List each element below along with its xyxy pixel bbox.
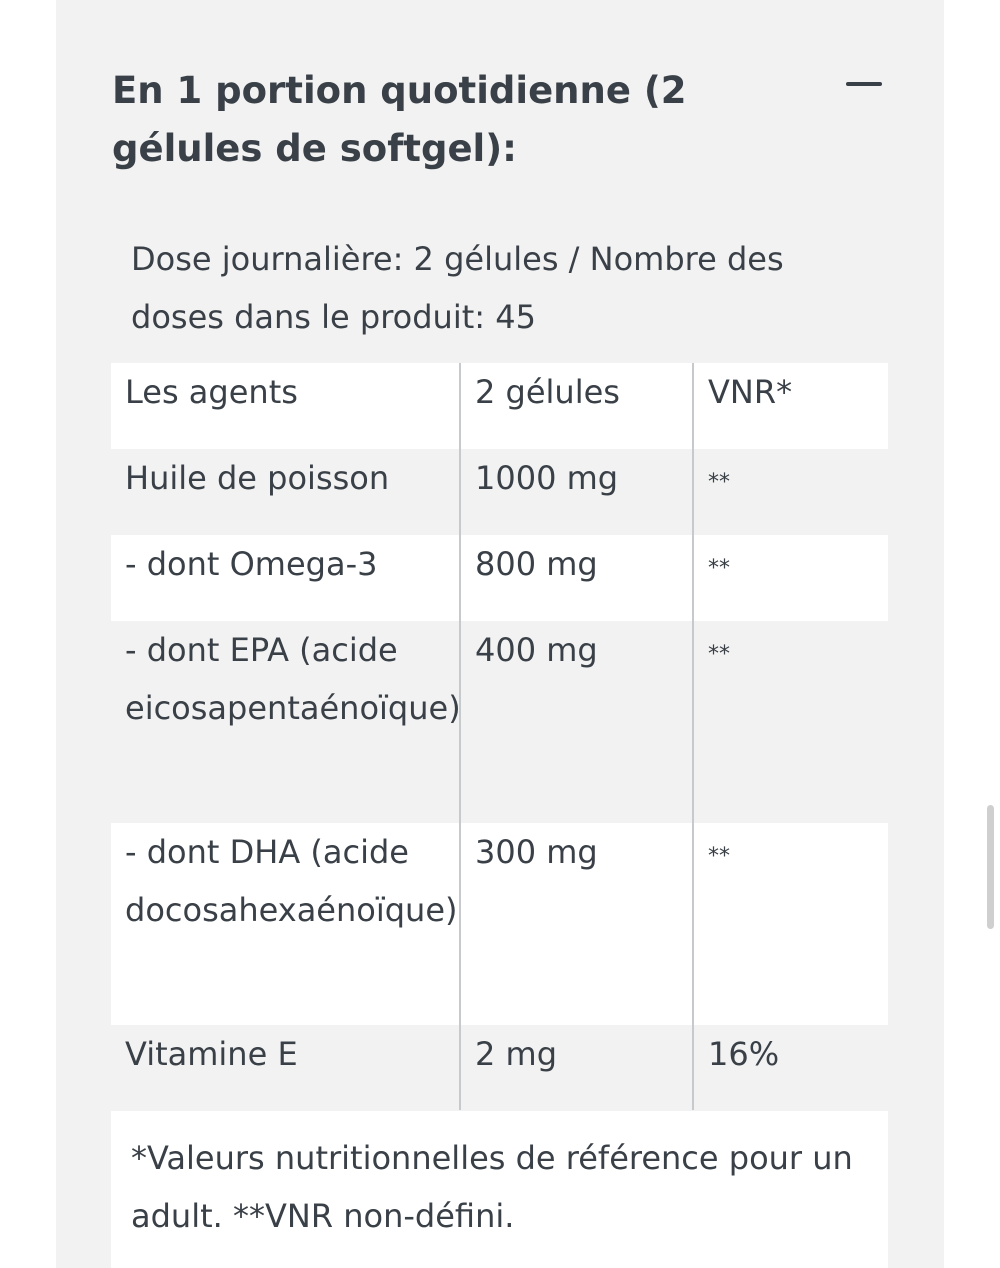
vnr-cell: [693, 449, 888, 535]
vnr-value: **: [708, 470, 730, 495]
scrollbar-thumb[interactable]: [987, 805, 994, 929]
table-row: [111, 1025, 888, 1110]
agent-cell: - dont DHA (acide docosahexaénoïque): [125, 833, 458, 929]
amount-cell: 400 mg: [460, 621, 693, 823]
amount-cell: 800 mg: [460, 535, 693, 621]
daily-dose-info: Dose journalière: 2 gélules / Nombre des doses dans le produit: 45: [131, 240, 784, 336]
footnote: *Valeurs nutritionnelles de référence pour un adult. **VNR non-défini.: [131, 1139, 853, 1235]
vnr-value: **: [708, 844, 730, 869]
table-header-row: [111, 363, 888, 449]
vnr-value: **: [708, 556, 730, 581]
table-row: [111, 621, 888, 823]
accordion-title[interactable]: En 1 portion quotidienne (2 gélules de softgel):: [112, 69, 687, 170]
vnr-value: **: [708, 642, 730, 667]
header-amount: 2 gélules: [460, 363, 693, 449]
footnote-box: [111, 1111, 888, 1268]
vnr-cell: [693, 823, 888, 1025]
header-agents: Les agents: [125, 373, 298, 411]
agent-cell: Vitamine E: [125, 1035, 298, 1073]
agent-cell: - dont Omega-3: [125, 545, 378, 583]
agent-cell: Huile de poisson: [125, 459, 390, 497]
amount-cell: 2 mg: [460, 1025, 693, 1110]
nutrition-table: [111, 363, 888, 1110]
agent-cell: - dont EPA (acide eicosapentaénoïque): [125, 631, 461, 727]
table-row: [111, 823, 888, 1025]
vnr-cell: [693, 535, 888, 621]
table-row: [111, 449, 888, 535]
vnr-cell: [693, 621, 888, 823]
minus-icon[interactable]: [846, 82, 882, 86]
table-row: [111, 535, 888, 621]
vnr-cell: 16%: [693, 1025, 888, 1110]
amount-cell: 1000 mg: [460, 449, 693, 535]
amount-cell: 300 mg: [460, 823, 693, 1025]
header-vnr: VNR*: [693, 363, 888, 449]
